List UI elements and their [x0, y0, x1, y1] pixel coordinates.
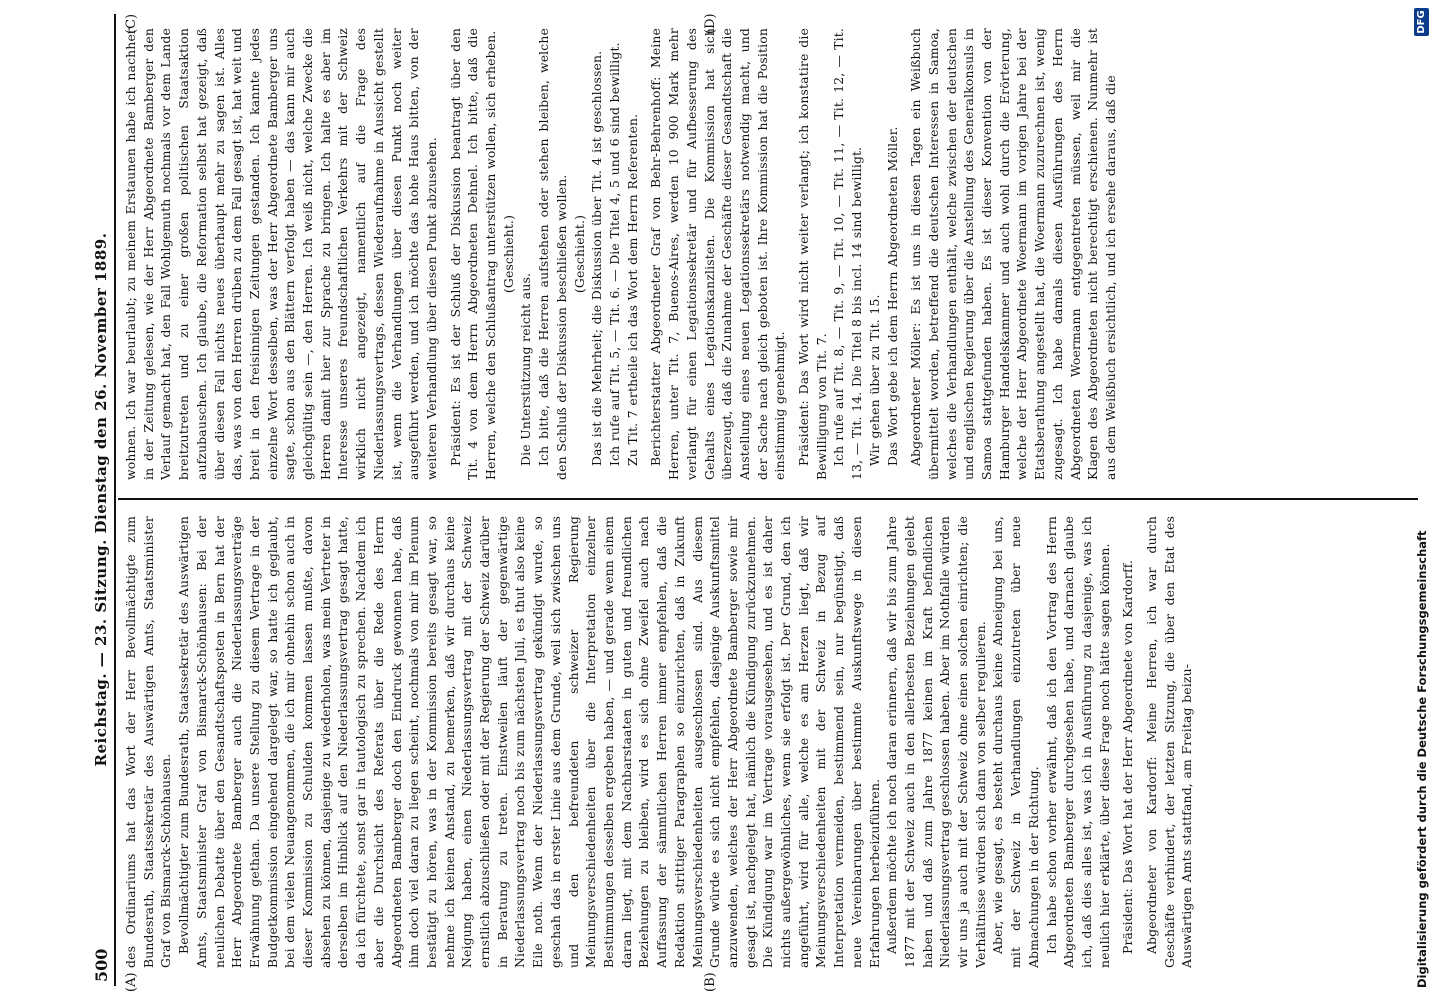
paragraph: wohnen. Ich war beurlaubt; zu meinem Erstaunen habe ich nachher in der Zeitung gelesen, wie der Herr Abgeordnete Bamberger den Verlauf gemacht hat, den Fall Wohlgemuth nochmals vor dem Lande breitzutreten und zu einer großen politischen Staatsaktion aufzubauschen. Ich glaube, die Reformation selbst hat gezeigt, daß über diesen Fall nichts neues überhaupt mehr zu sagen ist. Alles das, was von den Herren drüben zu dem Fall gesagt ist, hat weit und breit in den freisinnigen Zeitungen gestanden. Ich kannte jedes einzelne Wort desselben, was der Herr Abgeordnete Bamberger uns sagte, schon aus den Blättern verfolgt haben — das kann mir auch gleichgültig sein —, den Herren. Ich weiß nicht, welche Zwecke die Herren damit hier zur Sprache zu bringen. Ich halte es aber im Interesse unseres freundschaftlichen Verkehrs mit der Schweiz wirklich nicht angezeigt, namentlich auf die Frage des Niederlassungsvertrags, dessen Wiederaufnahme in Aussicht gestellt ist, wenn die Verhandlungen über diesen Punkt noch weiter ausgeführt werden, und ich möchte das hohe Haus bitten, von der weiteren Verhandlung über diesen Punkt abzusehen. — [123, 28, 439, 480]
paragraph: Aber, wie gesagt, es besteht durchaus keine Abneigung bei uns, mit der Schweiz in Verhandlungen einzutreten über neue Abmachungen in der Richtung. — [990, 516, 1041, 968]
paragraph: Präsident: Das Wort hat der Herr Abgeordnete von Kardorff. — [1120, 559, 1136, 954]
margin-marker-c: (C) — [124, 13, 139, 34]
paragraph: Zu Tit. 7 ertheile ich das Wort dem Herrn Referenten. — [624, 113, 640, 466]
right-text-column — [122, 28, 1120, 480]
paragraph: Präsident: Das Wort wird nicht weiter verlangt; ich konstatire die Bewilligung von Tit. 7. — [796, 28, 829, 480]
margin-marker-d: (D) — [703, 13, 718, 34]
paragraph: Ich habe schon vorher erwähnt, daß ich den Vortrag des Herrn Abgeordneten Bamberger durchgesehen habe, und darnach glaube ich, daß dies alles ist, was ich in Ausführung zu dasjenige, was ich neulich hier erklärte, über diese Frage noch hätte sagen können. — [1043, 516, 1112, 968]
paragraph: Das Wort gebe ich dem Herrn Abgeordneten Möller. — [884, 126, 900, 466]
paragraph: Ich bitte, daß die Herren aufstehen oder stehen bleiben, welche den Schluß der Diskussion beschließen wollen. — [536, 28, 569, 480]
paragraph: (Geschieht.) — [571, 214, 587, 294]
paragraph: Ich rufe auf Tit. 8, — Tit. 9, — Tit. 10, — Tit. 11, — Tit. 12, — Tit. 13, — Tit. 14. Die Titel 8 bis incl. 14 sind bewilligt. — [831, 28, 865, 480]
digitization-footer — [1412, 0, 1432, 1000]
paragraph: Präsident: Es ist der Schluß der Diskussion beantragt über den Tit. 4 von dem Herrn Abgeordneten Dehnel. Ich bitte, daß die Herren, welche den Schlußantrag unterstützen wollen, sich erheben. — [447, 28, 499, 480]
paragraph: Wir gehen über zu Tit. 15. — [866, 294, 882, 466]
paragraph: Das ist die Mehrheit; die Diskussion über Tit. 4 ist geschlossen. — [589, 50, 605, 466]
paragraph: Außerdem möchte ich noch daran erinnern, daß wir bis zum Jahre 1877 mit der Schweiz auch in den allerbesten Beziehungen gelebt haben und daß zum Jahre 1877 keinen im Kraft befindlichen Niederlassungsvertrag geschlossen haben. Aber im Nothfalle würden wir uns ja auch mit der Schweiz ohne einen solchen einrichten; die Verhältnisse würden sich dann von selber regulieren. — [884, 516, 988, 968]
paragraph: Bevollmächtigter zum Bundesrath, Staatssekretär des Auswärtigen Amts, Staatsminister Graf von Bismarck-Schönhausen: Bei der neulichen Debatte über den Gesandtschaftsposten in Bern hat der Herr Abgeordnete Bamberger auch die Niederlassungsverträge Erwähnung gethan. Da unsere Stellung zu diesem Vertrage in der Budgetkommission eingehend dargelegt war, so hatte ich geglaubt, bei dem vielen Neuangenommen, die ich mir ohnehin schon auch in dieser Kommission zu Schulden kommen lassen mußte, davon absehen zu können, dasjenige zu wiederholen, was mein Vertreter in derselben im Hinblick auf den Niederlassungsvertrag gesagt hatte, da ich fürchtete, sonst gar in tautologisch zu sprechen. Nachdem ich aber die Durchsicht des Referats über die Rede des Herrn Abgeordneten Bamberger doch den Eindruck gewonnen habe, daß ihm doch viel daran zu liegen scheint, nochmals von mir im Plenum bestätigt zu hören, was in der Kommission bereits gesagt war, so nehme ich keinen Anstand, zu bemerken, daß wir durchaus keine Neigung haben, einen Niederlassungsvertrag mit der Schweiz ernstlich abzuschließen oder mit der Regierung der Schweiz darüber in Beratung zu treten. Einstweilen läuft der gegenwärtige Niederlassungsvertrag noch bis zum nächsten Juli, es thut also keine Eile noth. Wenn der Niederlassungsvertrag gekündigt wurde, so geschah das in erster Linie aus dem Grunde, weil sich zwischen uns und den befreundeten schweizer Regierung Meinungsverschiedenheiten über die Interpretation einzelner Bestimmungen desselben ergeben haben, — und gerade wenn einem daran liegt, mit dem Nachbarstaaten in guten und freundlichen Beziehungen zu bleiben, wird es sich ohne Zweifel auch nach Auffassung der sämmtlichen Herren immer empfehlen, daß die Redaktion strittiger Paragraphen so einzurichten, daß in Zukunft Meinungsverschiedenheiten ausgeschlossen sind. Aus diesem Grunde würde es sich nicht empfehlen, dasjenige Auskunftsmittel anzuwenden, welches der Herr Abgeordnete Bamberger sowie mir gesagt ist, nachgelegt hat, nämlich die Kündigung zurückzunehmen. Die Kündigung war im Vertrage vorausgesehen, und es ist daher nichts außergewöhnliches, wenn sie erfolgt ist. Der Grund, den ich angeführt, wird für alle, welche es am Herzen liegt, daß wir Meinungsverschiedenheiten mit der Schweiz in Bezug auf Interpretation vermeiden, bestimmend sein, nur begünstigt, daß neue Vereinbarungen über bestimmte Auskunftswege in diesen Erfahrungen herbeizuführen. — [176, 516, 882, 968]
page-number: 500 — [92, 948, 111, 982]
paragraph: des Ordinariums hat das Wort der Herr Bevollmächtigte zum Bundesrath, Staatssekretär des Auswärtigen Amts, Staatsminister Graf von Bismarck-Schönhausen. — [123, 516, 174, 968]
margin-marker-a: (A) — [124, 972, 139, 992]
running-title: Reichstag. — 23. Sitzung. Dienstag den 26. November 1889. — [92, 232, 110, 767]
paragraph: Die Unterstützung reicht aus. — [518, 272, 534, 466]
left-text-column — [122, 516, 1196, 968]
header-rule — [114, 14, 116, 986]
digitization-note: Digitalisierung gefördert durch die Deutsche Forschungsgemeinschaft — [1415, 530, 1429, 988]
paragraph: Abgeordneter von Kardorff: Meine Herren, ich war durch Geschäfte verhindert, der letzten Sitzung, die über den Etat des Auswärtigen Amts stattfand, am Freitag beizu- — [1144, 516, 1195, 968]
paragraph: (Geschieht.) — [500, 214, 516, 294]
dfg-logo: DFG — [1414, 8, 1429, 36]
margin-marker-b: (B) — [703, 972, 718, 992]
paragraph: Abgeordneter Möller: Es ist uns in diesen Tagen ein Weißbuch übermittelt worden, betreffend die deutschen Interessen in Samoa, welches die Verhandlungen enthält, welche zwischen der deutschen und englischen Regierung über die Anstellung des Generalkonsuls in Samoa stattgefunden haben. Es ist dieser Konvention von der Hamburger Handelskammer und auch wohl durch die Erörterung, welche der Herr Abgeordnete Woermann im vorigen Jahre bei der Etatsberathung angestellt hat, die Woermann zuzurechnen ist, wenig zugesagt. Ich habe damals diesen Ausführungen des Herrn Abgeordneten Woermann entgegentreten müssen, weil mir die Klagen des Abgeordneten nicht berechtigt erschienen. Nunmehr ist aus dem Weißbuch ersichtlich, und ich ersehe daraus, daß die — [908, 28, 1118, 480]
column-divider — [118, 498, 1418, 500]
paragraph: Berichterstatter Abgeordneter Graf von Behr-Behrenhoff: Meine Herren, unter Tit. 7, Buenos-Aires, werden 10 900 Mark mehr verlangt für einen Legationssekretär und für Aufbesserung des Gehalts eines Legationskanzlisten. Die Kommission hat sich überzeugt, daß die Zunahme der Geschäfte dieser Gesandtschaft die Anstellung eines neuen Legationssekretärs notwendig macht, und der Sache nach gleich geboten ist. Ihre Kommission hat die Position einstimmig genehmigt. — [648, 28, 788, 480]
paragraph: Ich rufe auf Tit. 5, — Tit. 6. — Die Titel 4, 5 und 6 sind bewilligt. — [606, 42, 622, 466]
